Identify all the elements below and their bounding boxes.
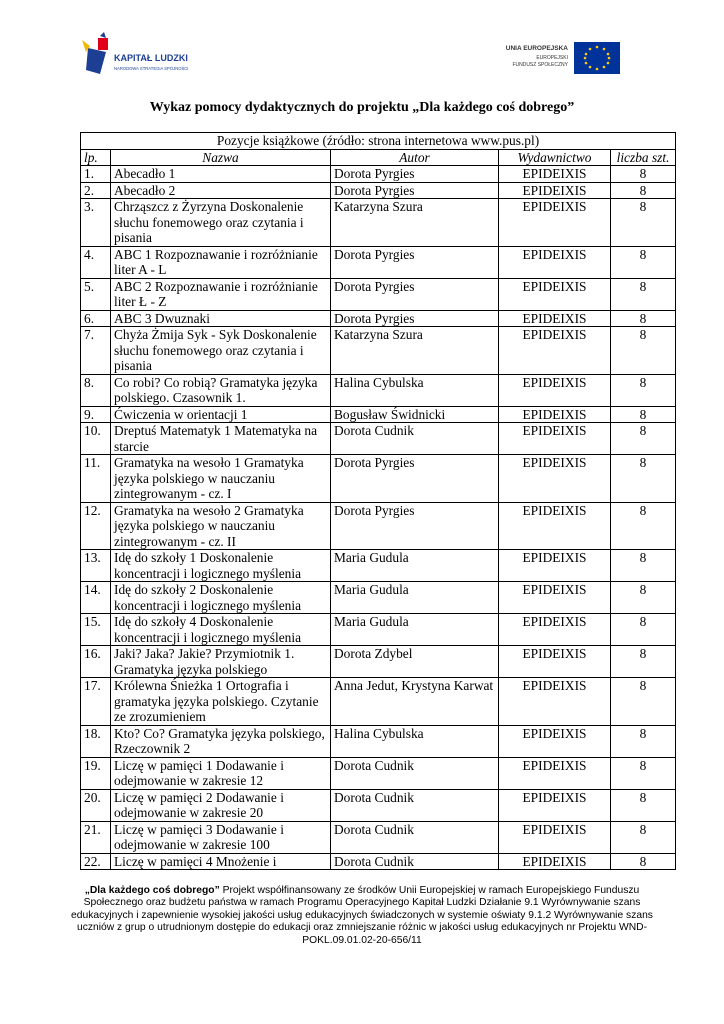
cell-author: Dorota Cudnik	[331, 853, 499, 870]
books-table	[80, 132, 676, 870]
cell-quantity: 8	[611, 166, 676, 183]
table-row	[81, 182, 676, 199]
table-row	[81, 725, 676, 757]
cell-name: Abecadło 2	[111, 182, 331, 199]
cell-lp: 21.	[81, 821, 111, 853]
cell-quantity: 8	[611, 278, 676, 310]
cell-publisher: EPIDEIXIS	[499, 853, 611, 870]
cell-author: Maria Gudula	[331, 550, 499, 582]
cell-name: ABC 2 Rozpoznawanie i rozróżnianie liter Ł - Z	[111, 278, 331, 310]
cell-name: Co robi? Co robią? Gramatyka języka polskiego. Czasownik 1.	[111, 374, 331, 406]
table-row	[81, 614, 676, 646]
cell-author: Maria Gudula	[331, 582, 499, 614]
cell-quantity: 8	[611, 502, 676, 550]
table-row	[81, 853, 676, 870]
cell-lp: 6.	[81, 310, 111, 327]
cell-author: Dorota Pyrgies	[331, 166, 499, 183]
cell-publisher: EPIDEIXIS	[499, 182, 611, 199]
cell-lp: 13.	[81, 550, 111, 582]
table-row	[81, 423, 676, 455]
cell-lp: 15.	[81, 614, 111, 646]
cell-lp: 4.	[81, 246, 111, 278]
cell-publisher: EPIDEIXIS	[499, 821, 611, 853]
cell-author: Halina Cybulska	[331, 725, 499, 757]
cell-name: Chrząszcz z Żyrzyna Doskonalenie słuchu fonemowego oraz czytania i pisania	[111, 199, 331, 247]
cell-quantity: 8	[611, 182, 676, 199]
cell-quantity: 8	[611, 423, 676, 455]
cell-author: Dorota Pyrgies	[331, 182, 499, 199]
cell-lp: 11.	[81, 455, 111, 503]
cell-lp: 12.	[81, 502, 111, 550]
cell-quantity: 8	[611, 614, 676, 646]
cell-publisher: EPIDEIXIS	[499, 374, 611, 406]
cell-author: Dorota Cudnik	[331, 821, 499, 853]
cell-quantity: 8	[611, 725, 676, 757]
eu-logo-line3: FUNDUSZ SPOŁECZNY	[512, 62, 568, 68]
cell-name: Liczę w pamięci 3 Dodawanie i odejmowanie w zakresie 100	[111, 821, 331, 853]
cell-author: Dorota Cudnik	[331, 757, 499, 789]
cell-lp: 1.	[81, 166, 111, 183]
cell-lp: 14.	[81, 582, 111, 614]
cell-publisher: EPIDEIXIS	[499, 166, 611, 183]
table-row	[81, 199, 676, 247]
cell-publisher: EPIDEIXIS	[499, 406, 611, 423]
cell-quantity: 8	[611, 757, 676, 789]
cell-name: Ćwiczenia w orientacji 1	[111, 406, 331, 423]
cell-publisher: EPIDEIXIS	[499, 757, 611, 789]
cell-publisher: EPIDEIXIS	[499, 327, 611, 375]
table-row	[81, 327, 676, 375]
cell-lp: 8.	[81, 374, 111, 406]
page-footer	[60, 885, 664, 947]
cell-lp: 5.	[81, 278, 111, 310]
cell-quantity: 8	[611, 199, 676, 247]
cell-lp: 20.	[81, 789, 111, 821]
cell-author: Dorota Pyrgies	[331, 278, 499, 310]
column-header-author: Autor	[331, 149, 499, 166]
cell-quantity: 8	[611, 821, 676, 853]
table-row	[81, 757, 676, 789]
cell-author: Dorota Zdybel	[331, 646, 499, 678]
cell-lp: 9.	[81, 406, 111, 423]
column-header-lp: lp.	[81, 149, 111, 166]
column-header-name: Nazwa	[111, 149, 331, 166]
cell-publisher: EPIDEIXIS	[499, 550, 611, 582]
cell-name: Idę do szkoły 4 Doskonalenie koncentracji i logicznego myślenia	[111, 614, 331, 646]
cell-publisher: EPIDEIXIS	[499, 199, 611, 247]
cell-publisher: EPIDEIXIS	[499, 310, 611, 327]
kapital-ludzki-logo-sub: NARODOWA STRATEGIA SPÓJNOŚCI	[114, 66, 189, 71]
table-row	[81, 678, 676, 726]
table-header-row	[81, 149, 676, 166]
cell-lp: 22.	[81, 853, 111, 870]
cell-publisher: EPIDEIXIS	[499, 423, 611, 455]
cell-lp: 7.	[81, 327, 111, 375]
cell-publisher: EPIDEIXIS	[499, 614, 611, 646]
cell-name: Abecadło 1	[111, 166, 331, 183]
cell-name: Królewna Śnieżka 1 Ortografia i gramatyka języka polskiego. Czytanie ze zrozumieniem	[111, 678, 331, 726]
kapital-ludzki-logo	[78, 30, 208, 90]
cell-publisher: EPIDEIXIS	[499, 278, 611, 310]
cell-author: Dorota Pyrgies	[331, 246, 499, 278]
table-caption-row	[81, 133, 676, 150]
table-row	[81, 582, 676, 614]
cell-quantity: 8	[611, 646, 676, 678]
cell-name: Idę do szkoły 2 Doskonalenie koncentracji i logicznego myślenia	[111, 582, 331, 614]
footer-text: Projekt współfinansowany ze środków Unii Europejskiej w ramach Europejskiego Funduszu Społecznego oraz budżetu państwa w ramach Programu Operacyjnego Kapitał Ludzki Działanie 9.1 Wyrównywanie szans edukacyjnych i zapewnienie wysokiej jakości usług edukacyjnych świadczonych w systemie oświaty 9.1.2 Wyrównywanie szans uczniów z grup o utrudnionym dostępie do edukacji oraz zmniejszanie różnic w jakości usług edukacyjnych nr Projektu WND-POKL.09.01.02-20-656/11	[71, 885, 653, 946]
kapital-ludzki-logo-name: KAPITAŁ LUDZKI	[114, 53, 188, 63]
cell-author: Anna Jedut, Krystyna Karwat	[331, 678, 499, 726]
cell-lp: 2.	[81, 182, 111, 199]
table-row	[81, 502, 676, 550]
column-header-quantity: liczba szt.	[611, 149, 676, 166]
table-caption: Pozycje książkowe (źródło: strona internetowa www.pus.pl)	[81, 133, 676, 150]
cell-quantity: 8	[611, 327, 676, 375]
cell-publisher: EPIDEIXIS	[499, 646, 611, 678]
table-row	[81, 246, 676, 278]
cell-author: Dorota Cudnik	[331, 789, 499, 821]
eu-efs-logo	[500, 40, 622, 78]
cell-quantity: 8	[611, 374, 676, 406]
cell-quantity: 8	[611, 310, 676, 327]
cell-author: Halina Cybulska	[331, 374, 499, 406]
cell-name: Gramatyka na wesoło 1 Gramatyka języka polskiego w nauczaniu zintegrowanym - cz. I	[111, 455, 331, 503]
cell-author: Dorota Pyrgies	[331, 310, 499, 327]
cell-quantity: 8	[611, 853, 676, 870]
cell-publisher: EPIDEIXIS	[499, 502, 611, 550]
cell-quantity: 8	[611, 406, 676, 423]
cell-lp: 10.	[81, 423, 111, 455]
cell-author: Dorota Pyrgies	[331, 455, 499, 503]
eu-logo-line1: UNIA EUROPEJSKA	[505, 45, 568, 52]
cell-publisher: EPIDEIXIS	[499, 725, 611, 757]
cell-author: Dorota Cudnik	[331, 423, 499, 455]
cell-lp: 18.	[81, 725, 111, 757]
cell-lp: 3.	[81, 199, 111, 247]
cell-publisher: EPIDEIXIS	[499, 582, 611, 614]
cell-name: ABC 3 Dwuznaki	[111, 310, 331, 327]
table-row	[81, 455, 676, 503]
cell-lp: 19.	[81, 757, 111, 789]
document-title: Wykaz pomocy dydaktycznych do projektu „Dla każdego coś dobrego”	[149, 100, 575, 115]
cell-quantity: 8	[611, 455, 676, 503]
table-row	[81, 166, 676, 183]
cell-name: ABC 1 Rozpoznawanie i rozróżnianie liter A - L	[111, 246, 331, 278]
cell-lp: 17.	[81, 678, 111, 726]
cell-publisher: EPIDEIXIS	[499, 789, 611, 821]
table-row	[81, 821, 676, 853]
column-header-publisher: Wydawnictwo	[499, 149, 611, 166]
cell-name: Chyża Żmija Syk - Syk Doskonalenie słuchu fonemowego oraz czytania i pisania	[111, 327, 331, 375]
cell-publisher: EPIDEIXIS	[499, 455, 611, 503]
table-row	[81, 406, 676, 423]
cell-name: Liczę w pamięci 1 Dodawanie i odejmowanie w zakresie 12	[111, 757, 331, 789]
cell-author: Dorota Pyrgies	[331, 502, 499, 550]
cell-quantity: 8	[611, 550, 676, 582]
cell-publisher: EPIDEIXIS	[499, 678, 611, 726]
table-row	[81, 374, 676, 406]
table-row	[81, 550, 676, 582]
cell-lp: 16.	[81, 646, 111, 678]
cell-quantity: 8	[611, 789, 676, 821]
cell-author: Bogusław Świdnicki	[331, 406, 499, 423]
cell-author: Maria Gudula	[331, 614, 499, 646]
cell-name: Liczę w pamięci 2 Dodawanie i odejmowanie w zakresie 20	[111, 789, 331, 821]
cell-name: Idę do szkoły 1 Doskonalenie koncentracji i logicznego myślenia	[111, 550, 331, 582]
cell-name: Dreptuś Matematyk 1 Matematyka na starcie	[111, 423, 331, 455]
cell-author: Katarzyna Szura	[331, 327, 499, 375]
cell-name: Jaki? Jaka? Jakie? Przymiotnik 1. Gramatyka języka polskiego	[111, 646, 331, 678]
cell-quantity: 8	[611, 246, 676, 278]
cell-author: Katarzyna Szura	[331, 199, 499, 247]
footer-project-name: „Dla każdego coś dobrego”	[84, 885, 220, 896]
cell-name: Kto? Co? Gramatyka języka polskiego, Rzeczownik 2	[111, 725, 331, 757]
cell-name: Liczę w pamięci 4 Mnożenie i	[111, 853, 331, 870]
eu-logo-line2: EUROPEJSKI	[536, 55, 568, 61]
cell-publisher: EPIDEIXIS	[499, 246, 611, 278]
table-row	[81, 310, 676, 327]
cell-name: Gramatyka na wesoło 2 Gramatyka języka polskiego w nauczaniu zintegrowanym - cz. II	[111, 502, 331, 550]
cell-quantity: 8	[611, 678, 676, 726]
table-row	[81, 278, 676, 310]
table-row	[81, 646, 676, 678]
table-row	[81, 789, 676, 821]
cell-quantity: 8	[611, 582, 676, 614]
